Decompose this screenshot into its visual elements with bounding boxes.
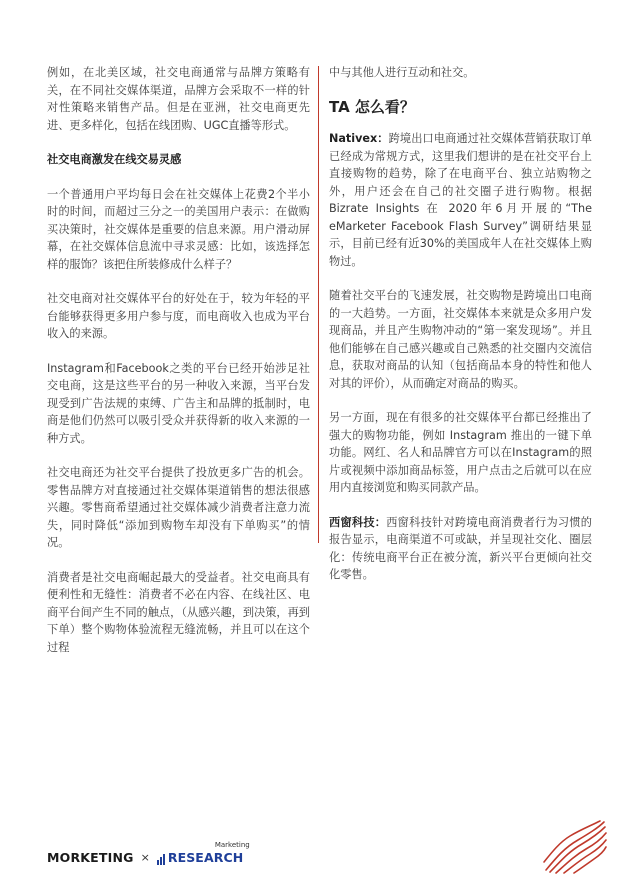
paragraph: 一个普通用户平均每日会在社交媒体上花费2个半小时的时间，而超过三分之一的美国用户表示：在做购买决策时，社交媒体是重要的信息来源。用户滑动屏幕，在社交媒体信息流中寻求灵感：比如，该选择怎样的服饰？该把住所装修成什么样子？ bbox=[47, 187, 310, 271]
speaker-label: 西窗科技： bbox=[329, 515, 387, 529]
column-divider bbox=[318, 66, 319, 543]
section-title: TA 怎么看？ bbox=[329, 97, 415, 116]
paragraph-text: 西窗科技针对跨境电商消费者行为习惯的报告显示，电商渠道不可或缺，并呈现社交化、圈层化：传统电商平台正在被分流，新兴平台更倾向社交化零售。 bbox=[329, 515, 592, 581]
section-heading: 社交电商激发在线交易灵感 bbox=[47, 153, 182, 166]
paragraph: 社交电商对社交媒体平台的好处在于，较为年轻的平台能够获得更多用户参与度，而电商收入也成为平台收入的来源。 bbox=[47, 292, 310, 340]
paragraph bbox=[329, 514, 592, 584]
bar-chart-icon bbox=[157, 854, 166, 865]
speaker-label: Nativex： bbox=[329, 132, 389, 145]
morketing-logo: MORKETING bbox=[47, 849, 134, 865]
paragraph: 消费者是社交电商崛起最大的受益者。社交电商具有便利性和无缝性：消费者不必在内容、在线社区、电商平台间产生不同的触点，（从感兴趣，到决策，再到下单）整个购物体验流程无缝流畅，并且可以在这个过程 bbox=[47, 570, 310, 654]
paragraph: 中与其他人进行互动和社交。 bbox=[329, 66, 475, 79]
research-logo bbox=[157, 840, 250, 865]
times-separator: × bbox=[140, 850, 150, 864]
paragraph-text: 跨境出口电商通过社交媒体营销获取订单已经成为常规方式，这里我们想讲的是在社交平台上直接购物的趋势，除了在电商平台、独立站购物之外，用户还会在自己的社交圈子进行购物。根据 Bizrate Insights 在 2020年6月开展的“The eMarketer Facebook Flash Survey”调研结果显示，目前已经有近30%的美国成年人在社交媒体上购物过。 bbox=[329, 132, 592, 268]
paragraph: 随着社交平台的飞速发展，社交购物是跨境出口电商的一大趋势。一方面，社交媒体本来就是众多用户发现商品，并且产生购物冲动的“第一案发现场”。并且他们能够在自己感兴趣或自己熟悉的社交圈内交流信息，获取对商品的认知（包括商品本身的特性和他人对其的评价），从而确定对商品的购买。 bbox=[329, 289, 592, 390]
paragraph: 社交电商还为社交平台提供了投放更多广告的机会。零售品牌方对直接通过社交媒体渠道销售的想法很感兴趣。零售商希望通过社交媒体减少消费者注意力流失，同时降低“添加到购物车却没有下单购买”的情况。 bbox=[47, 466, 310, 549]
left-column bbox=[47, 64, 310, 673]
paragraph: 例如，在北美区域，社交电商通常与品牌方策略有关，在不同社交媒体渠道，品牌方会采取不一样的针对性策略来销售产品。但是在亚洲，社交电商更先进、更多样化，包括在线团购、UGC直播等形式。 bbox=[47, 66, 310, 132]
footer-logos bbox=[47, 840, 250, 866]
paragraph bbox=[329, 130, 592, 270]
paragraph: 另一方面，现在有很多的社交媒体平台都已经推出了强大的购物功能，例如 Instagram 推出的一键下单功能。网红、名人和品牌官方可以在Instagram的照片或视频中添加商品标签，用户点击之后就可以在应用内直接浏览和购买同款产品。 bbox=[329, 411, 592, 494]
research-logo-text: RESEARCH bbox=[167, 849, 244, 865]
right-column bbox=[329, 64, 592, 601]
paragraph: Instagram和Facebook之类的平台已经开始涉足社交电商，这是这些平台的另一种收入来源，当平台发现受到广告法规的束缚、广告主和品牌的抵制时，电商是他们仍然可以吸引受众并获得新的收入来源的一种方式。 bbox=[47, 361, 310, 445]
red-wave-decoration-icon bbox=[542, 818, 608, 874]
research-logo-small-text: Marketing bbox=[214, 840, 250, 849]
